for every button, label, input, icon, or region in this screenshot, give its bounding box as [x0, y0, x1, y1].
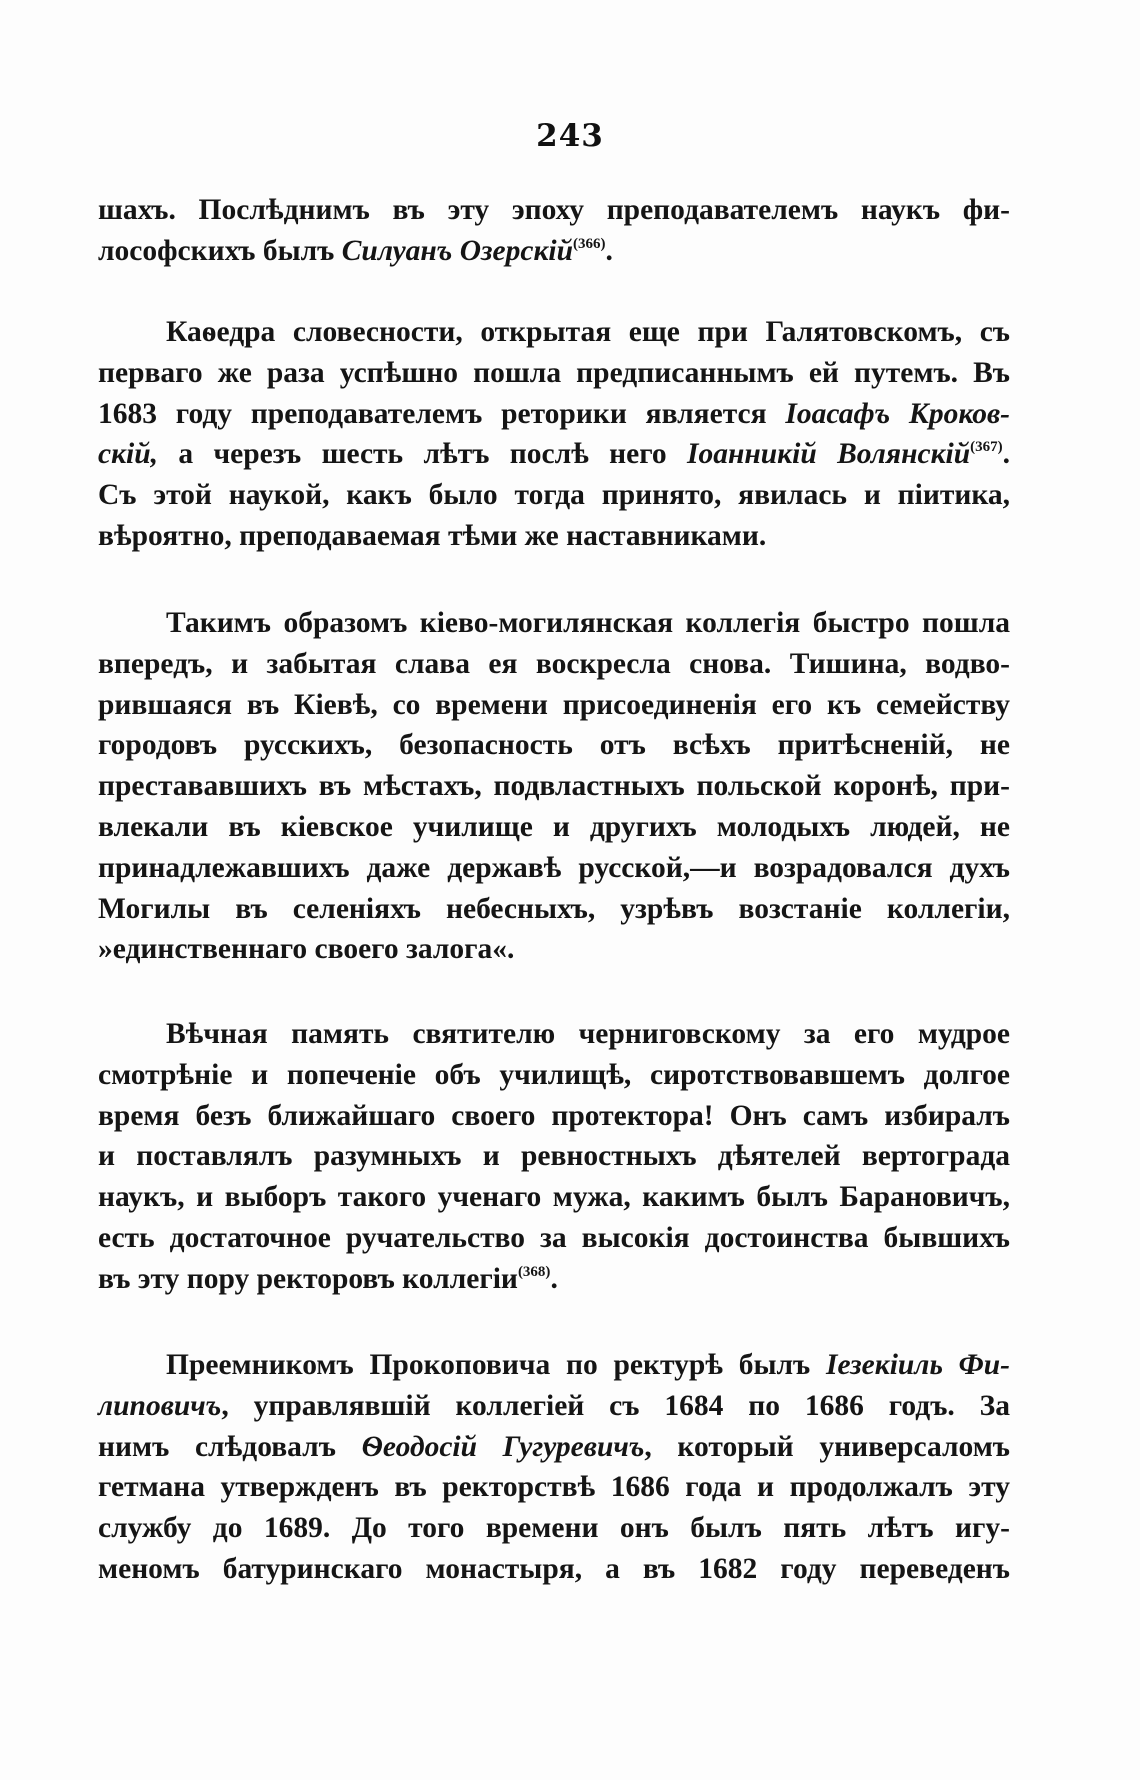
text-line [98, 1549, 1010, 1590]
text-span: Каѳедра словесности, открытая еще при Галятовскомъ, съ [166, 316, 1010, 348]
text-span: принадлежавшихъ даже державѣ русской,—и возрадовался духъ [98, 851, 1010, 884]
italic-name: скій, [98, 438, 159, 471]
text-span: нимъ слѣдовалъ [98, 1430, 362, 1463]
text-span: 1683 году преподавателемъ реторики является [98, 397, 786, 430]
text-span: лософскихъ былъ [98, 234, 342, 267]
text-span: службу до 1689. До того времени онъ былъ пять лѣтъ игу- [98, 1512, 1010, 1545]
text-span: есть достаточное ручательство за высокія достоинства бывшихъ [98, 1221, 1010, 1254]
text-span: престававшихъ въ мѣстахъ, подвластныхъ польской коронѣ, при- [98, 770, 1010, 803]
text-span: въ эту пору ректоровъ коллегіи [98, 1262, 518, 1295]
page-number: 243 [536, 118, 604, 154]
text-span: наукъ, и выборъ такого ученаго мужа, какимъ былъ Барановичъ, [98, 1181, 1010, 1214]
text-line [98, 766, 1010, 807]
text-line [98, 929, 1010, 970]
text-span: впередъ, и забытая слава ея воскресла снова. Тишина, водво- [98, 647, 1010, 680]
text-span: гетмана утвержденъ въ ректорствѣ 1686 года и продолжалъ эту [98, 1471, 1010, 1504]
text-span: . [550, 1262, 558, 1295]
text-line [98, 1096, 1010, 1137]
italic-name: Силуанъ Озерскій [341, 234, 574, 267]
text-line [98, 1014, 1010, 1055]
footnote-ref: (368) [517, 1263, 551, 1280]
text-span: влекали въ кіевское училище и другихъ молодыхъ людей, не [98, 810, 1010, 843]
text-line [98, 353, 1010, 394]
italic-name: липовичъ [98, 1389, 222, 1422]
text-line [98, 1259, 1010, 1300]
text-span: шахъ. Послѣднимъ въ эту эпоху преподавателемъ наукъ фи- [98, 194, 1010, 226]
text-line [98, 644, 1010, 685]
text-line [98, 475, 1010, 516]
italic-name: Ѳеодосій Гугуревичъ [361, 1430, 645, 1463]
text-span: и поставлялъ разумныхъ и ревностныхъ дѣятелей вертограда [98, 1140, 1010, 1173]
text-line [98, 1055, 1010, 1096]
italic-name: Іоасафъ Кроков- [785, 397, 1010, 430]
text-line [98, 1427, 1010, 1468]
paragraph-preemnik [98, 1345, 1010, 1590]
paragraph-vechnaya [98, 1014, 1010, 1300]
text-span: смотрѣніе и попеченіе объ училищѣ, сиротствовавшемъ долгое [98, 1058, 1010, 1091]
text-line [98, 231, 1010, 272]
paragraph-continuation [98, 190, 1010, 272]
text-span: перваго же раза успѣшно пошла предписаннымъ ей путемъ. Въ [98, 356, 1010, 389]
text-span: . [605, 234, 613, 267]
text-span: вѣроятно, преподаваемая тѣми же наставниками. [98, 519, 767, 552]
text-span: »единственнаго своего залога«. [98, 933, 515, 966]
text-line [98, 1345, 1010, 1386]
text-line [98, 1136, 1010, 1177]
text-span: рившаяся въ Кіевѣ, со времени присоединенія его къ семейству [98, 688, 1010, 721]
text-span: меномъ батуринскаго монастыря, а въ 1682 году переведенъ [98, 1552, 1010, 1585]
footnote-ref: (367) [970, 439, 1003, 456]
text-span: Такимъ образомъ кіево-могилянская коллегія быстро пошла [166, 607, 1010, 639]
italic-name: Іезекіиль Фи- [825, 1349, 1010, 1381]
text-span: время безъ ближайшаго своего протектора! Онъ самъ избиралъ [98, 1099, 1010, 1132]
text-line [98, 1508, 1010, 1549]
text-line [98, 190, 1010, 231]
text-line [98, 434, 1010, 475]
text-line [98, 1386, 1010, 1427]
text-line [98, 312, 1010, 353]
text-span: Съ этой наукой, какъ было тогда принято, явилась и піитика, [98, 479, 1010, 512]
text-line [98, 1218, 1010, 1259]
text-line [98, 807, 1010, 848]
text-line [98, 889, 1010, 930]
footnote-ref: (366) [573, 235, 606, 252]
text-line [98, 1467, 1010, 1508]
text-line [98, 725, 1010, 766]
text-span: , который универсаломъ [644, 1430, 1010, 1463]
text-span: Преемникомъ Прокоповича по ректурѣ былъ [166, 1349, 826, 1381]
text-line [98, 685, 1010, 726]
italic-name: Іоанникій Волянскій [687, 438, 971, 471]
text-line [98, 516, 1010, 557]
text-span: . [1002, 438, 1010, 471]
text-line [98, 1177, 1010, 1218]
text-span: Вѣчная память святителю черниговскому за его мудрое [166, 1018, 1010, 1050]
text-span: , управлявшій коллегіей съ 1684 по 1686 годъ. За [221, 1389, 1010, 1422]
text-line [98, 394, 1010, 435]
paragraph-kafedra [98, 312, 1010, 557]
text-span: Могилы въ селеніяхъ небесныхъ, узрѣвъ возстаніе коллегіи, [98, 892, 1010, 925]
text-line [98, 603, 1010, 644]
text-line [98, 848, 1010, 889]
text-span: а черезъ шесть лѣтъ послѣ него [158, 438, 688, 471]
text-span: городовъ русскихъ, безопасность отъ всѣхъ притѣсненій, не [98, 729, 1010, 762]
paragraph-takim [98, 603, 1010, 970]
